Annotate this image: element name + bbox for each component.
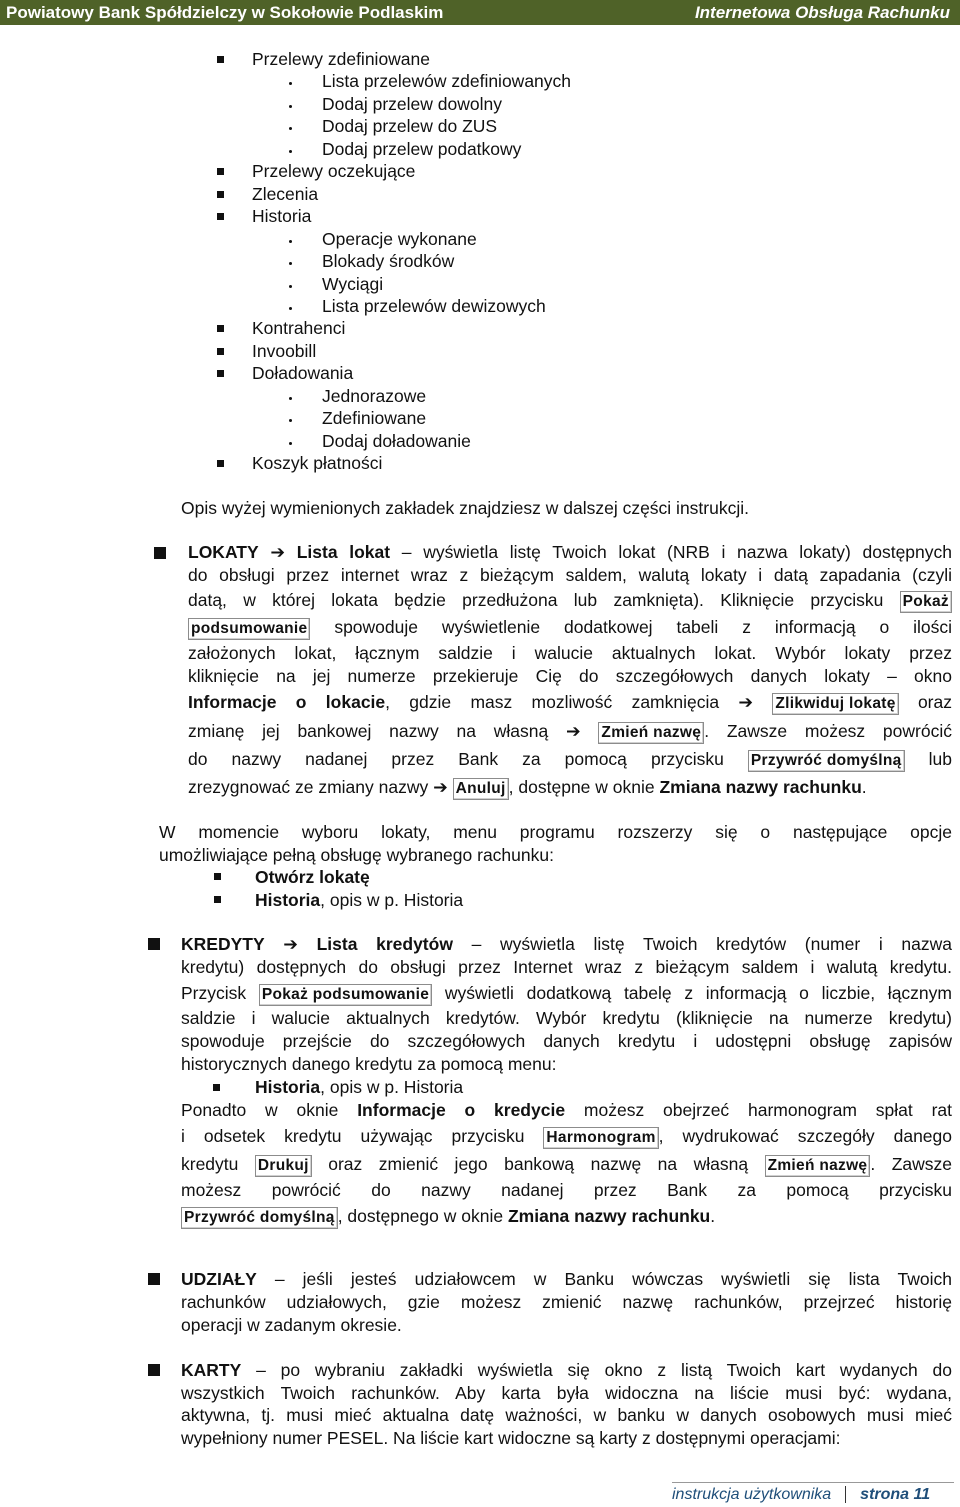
text-line: wyświetla listę Twoich kredytów (numer i nazwa	[499, 934, 952, 954]
text-line: .	[861, 777, 867, 797]
text-line: jeśli jesteś udziałowcem w Banku wówczas wyświetli się lista Twoich	[302, 1269, 952, 1289]
bold-term: Informacje o kredycie	[357, 1100, 566, 1120]
text-line: , opis w p. Historia	[320, 890, 464, 910]
submenu-item: Dodaj przelew podatkowy	[322, 138, 522, 159]
text-line: , dostępnego w oknie	[337, 1206, 504, 1226]
bullet	[213, 1084, 220, 1091]
bullet	[217, 370, 224, 377]
arrow-icon: ➔	[738, 692, 754, 712]
menu-option: Historia	[255, 890, 321, 910]
drukuj-button[interactable]: Drukuj	[255, 1155, 312, 1177]
text-line: , gdzie masz mozliwość zamknięcia	[385, 692, 720, 712]
section-udzialy	[181, 1268, 952, 1337]
zmien-nazwe-button[interactable]: Zmień nazwę	[765, 1155, 871, 1177]
sub-bullet	[289, 262, 292, 265]
text-line: kredytu	[181, 1154, 239, 1174]
text-line: i odsetek kredytu używając przycisku	[181, 1126, 525, 1146]
text-line: wyświetli dodatkową tabelę z informacją o liczbie, łącznym	[444, 983, 952, 1003]
text-line: kredytu) dostępnych do obsługi przez Internet wraz z bieżącym saldem i walutą kredytu.	[181, 957, 952, 977]
text-line: , dostępne w oknie	[508, 777, 655, 797]
menu-item: Koszyk płatności	[252, 453, 383, 474]
menu-item: Przelewy zdefiniowane	[252, 49, 431, 69]
arrow-icon: ➔	[283, 934, 298, 954]
sub-bullet	[289, 307, 292, 310]
przywroc-domyslna-button[interactable]: Przywróć domyślną	[181, 1207, 338, 1229]
sub-bullet	[289, 285, 292, 288]
section-bullet	[148, 1364, 160, 1376]
submenu-item: Jednorazowe	[322, 385, 427, 406]
menu-item: Invoobill	[252, 340, 317, 361]
przywroc-domyslna-button[interactable]: Przywróć domyślną	[748, 750, 905, 772]
text-line: spowoduje wyświetlenie dodatkowej tabeli z informacją o ilości	[334, 617, 952, 637]
bullet	[214, 873, 221, 880]
dash: –	[256, 1360, 266, 1380]
text-line: lub	[928, 749, 952, 769]
sub-bullet	[289, 82, 292, 85]
text-line: kliknięcie na jej numerze przekieruje Cię do szczegółowych danych lokaty – okno	[188, 666, 952, 686]
text-line: wypełniony numer PESEL. Na liście kart widoczne są karty z dostępnymi operacjami:	[181, 1427, 841, 1448]
text-line: umożliwiające pełną obsługę wybranego rachunku:	[159, 845, 554, 865]
arrow-icon: ➔	[433, 777, 448, 797]
section-subtitle: Lista lokat	[296, 542, 391, 562]
text-line: do obsługi przez internet wraz z bieżącym saldem, walutą lokaty i datą zapadania (czyli	[188, 565, 952, 585]
section-title: UDZIAŁY	[181, 1269, 257, 1289]
sub-bullet	[289, 397, 292, 400]
text-line: Przycisk	[181, 983, 247, 1003]
arrow-icon: ➔	[565, 721, 581, 741]
submenu-item: Wyciągi	[322, 273, 384, 294]
bullet	[217, 168, 224, 175]
menu-item: Zlecenia	[252, 183, 319, 204]
submenu-item: Dodaj przelew do ZUS	[322, 116, 498, 137]
dash: –	[401, 542, 412, 562]
pokaz-podsumowanie-button[interactable]: Pokaż podsumowanie	[259, 984, 432, 1006]
bold-term: Zmiana nazwy rachunku	[659, 777, 862, 797]
lokaty-menu-paragraph	[159, 821, 952, 867]
arrow-icon: ➔	[270, 542, 286, 562]
text-line: W momencie wyboru lokaty, menu programu rozszerzy się o następujące opcje	[159, 822, 952, 842]
text-line: możesz obejrzeć harmonogram spłat rat	[583, 1100, 952, 1120]
text-line: spowoduje przejście do szczegółowych danych kredytu i udostępni obsługę zapisów	[181, 1031, 952, 1051]
bullet	[217, 348, 224, 355]
text-line: . Zawsze	[870, 1154, 952, 1174]
section-karty	[181, 1359, 952, 1449]
section-bullet	[148, 938, 160, 950]
section-bullet	[148, 1273, 160, 1285]
text-line: operacji w zadanym okresie.	[181, 1315, 402, 1335]
zlikwiduj-lokate-button[interactable]: Zlikwiduj lokatę	[772, 693, 898, 715]
menu-item: Historia	[252, 206, 312, 227]
dash: –	[274, 1269, 285, 1289]
text-line: Ponadto w oknie	[181, 1100, 339, 1120]
page-word: strona	[860, 1486, 910, 1503]
harmonogram-button[interactable]: Harmonogram	[543, 1127, 658, 1149]
document-title: Internetowa Obsługa Rachunku	[694, 3, 950, 22]
bank-name: Powiatowy Bank Spółdzielczy w Sokołowie Podlaskim	[6, 3, 444, 22]
text-line: .	[710, 1206, 716, 1226]
submenu-item: Dodaj przelew dowolny	[322, 93, 502, 114]
text-line: rachunków udziałowych, gzie możesz zmienić nazwę rachunków, przejrzeć historię	[181, 1292, 952, 1312]
podsumowanie-button-part2[interactable]: podsumowanie	[188, 618, 310, 640]
submenu-item: Dodaj doładowanie	[322, 430, 471, 451]
submenu-item: Blokady środków	[322, 251, 455, 272]
menu-item: Przelewy oczekujące	[252, 161, 416, 182]
bullet	[217, 56, 224, 63]
page-header	[0, 0, 960, 25]
text-line: historycznych danego kredytu za pomocą menu:	[181, 1054, 557, 1074]
sub-bullet	[289, 127, 292, 130]
sub-bullet	[289, 419, 292, 422]
menu-note: Opis wyżej wymienionych zakładek znajdziesz w dalszej części instrukcji.	[181, 498, 749, 518]
sub-bullet	[289, 150, 292, 153]
section-bullet	[154, 547, 166, 559]
section-title: LOKATY	[188, 542, 259, 562]
bold-term: Zmiana nazwy rachunku	[507, 1206, 711, 1226]
text-line: oraz	[917, 692, 952, 712]
bullet	[217, 191, 224, 198]
bullet	[217, 325, 224, 332]
dash: –	[471, 934, 482, 954]
page-footer	[672, 1486, 930, 1504]
section-title: KREDYTY	[181, 934, 265, 954]
text-line: datą, w której lokata będzie przedłużona lub zamknięta). Kliknięcie przycisku	[188, 590, 884, 610]
text-line: saldzie i walucie aktualnych kredytów. Wybór kredytu (kliknięcie na numerze kredytu)	[181, 1008, 952, 1028]
footer-rule	[672, 1482, 954, 1483]
text-line: założonych lokat, łącznym saldzie i walucie aktualnych lokat. Wybór lokaty przez	[188, 643, 952, 663]
text-line: wszystkich Twoich rachunków. Aby karta była widoczna na liście musi być: wydana,	[181, 1382, 952, 1403]
zmien-nazwe-button[interactable]: Zmień nazwę	[598, 722, 704, 744]
text-line: oraz zmienić jego bankową nazwę na własną	[328, 1154, 749, 1174]
anuluj-button[interactable]: Anuluj	[453, 778, 509, 800]
submenu-item: Operacje wykonane	[322, 228, 477, 249]
sub-bullet	[289, 105, 292, 108]
sub-bullet	[289, 442, 292, 445]
page-number: 11	[913, 1486, 931, 1503]
section-subtitle: Lista kredytów	[316, 934, 453, 954]
text-line: zrezygnować ze zmiany nazwy	[188, 777, 429, 797]
text-line: zmianę jej bankowej nazwy na własną	[188, 721, 549, 741]
text-line: aktywna, tj. musi mieć aktualna datę ważności, w banku w danych osobowych musi mieć	[181, 1405, 952, 1425]
bullet	[217, 213, 224, 220]
submenu-item: Zdefiniowane	[322, 408, 427, 429]
menu-option: Otwórz lokatę	[255, 867, 370, 887]
sub-bullet	[289, 240, 292, 243]
section-lokaty	[188, 541, 952, 801]
section-kredyty	[181, 933, 952, 1230]
pokaz-button-part1[interactable]: Pokaż	[900, 591, 952, 613]
submenu-item: Lista przelewów dewizowych	[322, 295, 546, 316]
footer-label: instrukcja użytkownika	[672, 1486, 832, 1503]
section-title: KARTY	[181, 1360, 242, 1380]
footer-separator	[845, 1486, 846, 1503]
text-line: , opis w p. Historia	[320, 1077, 464, 1097]
text-line: do nazwy nadanej przez Bank za pomocą przycisku	[188, 749, 724, 769]
text-line: możesz powrócić do nazwy nadanej przez Bank za pomocą przycisku	[181, 1180, 952, 1200]
bullet	[214, 896, 221, 903]
text-line: , wydrukować szczegóły danego	[658, 1126, 952, 1146]
menu-item: Doładowania	[252, 363, 354, 384]
menu-option: Historia	[255, 1077, 321, 1097]
bullet	[217, 460, 224, 467]
menu-item: Kontrahenci	[252, 318, 346, 339]
text-line: po wybraniu zakładki wyświetla się okno z listą Twoich kart wydanych do	[280, 1360, 952, 1380]
text-line: . Zawsze możesz powrócić	[704, 721, 952, 741]
text-line: wyświetla listę Twoich lokat (NRB i nazwa lokaty) dostępnych	[423, 542, 952, 562]
bold-term: Informacje o lokacie	[188, 692, 386, 712]
submenu-item: Lista przelewów zdefiniowanych	[322, 71, 572, 92]
